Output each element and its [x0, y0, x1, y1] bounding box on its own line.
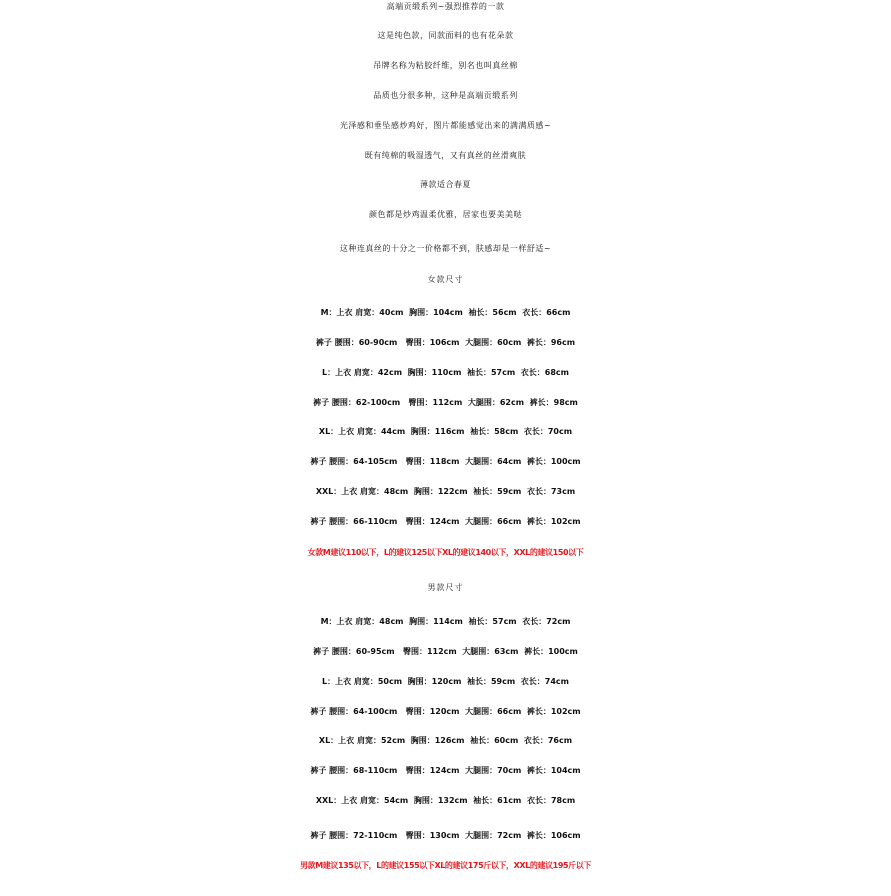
- women-size-row-m-top: M：上衣 肩宽：40cm 胸围：104cm 袖长：56cm 衣长：66cm: [320, 308, 571, 317]
- men-size-row-xxl-top: XXL：上衣 肩宽：54cm 胸围：132cm 袖长：61cm 衣长：78cm: [315, 796, 576, 805]
- intro-line-5: 光泽感和垂坠感炒鸡好，图片都能感觉出来的满满质感~: [339, 121, 552, 130]
- women-size-recommendation: 女款M建议110以下，L的建议125以下XL的建议140以下，XXL的建议150以下: [307, 548, 584, 557]
- intro-line-8: 颜色都是炒鸡温柔优雅，居家也要美美哒: [369, 210, 522, 219]
- men-size-row-m-pants: 裤子 腰围：60-95cm 臀围：112cm 大腿围：63cm 裤长：100cm: [313, 647, 578, 656]
- men-size-row-xxl-pants: 裤子 腰围：72-110cm 臀围：130cm 大腿围：72cm 裤长：106cm: [310, 831, 581, 840]
- women-size-row-xxl-pants: 裤子 腰围：66-110cm 臀围：124cm 大腿围：66cm 裤长：102cm: [310, 517, 581, 526]
- women-size-row-l-top: L：上衣 肩宽：42cm 胸围：110cm 袖长：57cm 衣长：68cm: [321, 368, 569, 377]
- intro-line-2: 这是纯色款，同款面料的也有花朵款: [377, 31, 514, 40]
- women-size-row-l-pants: 裤子 腰围：62-100cm 臀围：112cm 大腿围：62cm 裤长：98cm: [313, 398, 578, 407]
- men-size-row-xl-top: XL：上衣 肩宽：52cm 胸围：126cm 袖长：60cm 衣长：76cm: [318, 736, 573, 745]
- men-size-row-xl-pants: 裤子 腰围：68-110cm 臀围：124cm 大腿围：70cm 裤长：104cm: [310, 766, 581, 775]
- intro-line-9: 这种连真丝的十分之一价格都不到，肤感却是一样舒适~: [339, 244, 552, 253]
- intro-line-3: 吊牌名称为粘胶纤维，别名也叫真丝棉: [373, 61, 518, 70]
- intro-line-7: 薄款适合春夏: [420, 180, 471, 189]
- men-size-row-l-top: L：上衣 肩宽：50cm 胸围：120cm 袖长：59cm 衣长：74cm: [321, 677, 569, 686]
- men-size-row-m-top: M：上衣 肩宽：48cm 胸围：114cm 袖长：57cm 衣长：72cm: [320, 617, 571, 626]
- men-size-recommendation: 男款M建议135以下，L的建议155以下XL的建议175斤以下，XXL的建议195斤以下: [300, 861, 591, 870]
- women-size-row-xl-top: XL：上衣 肩宽：44cm 胸围：116cm 袖长：58cm 衣长：70cm: [318, 427, 573, 436]
- men-size-row-l-pants: 裤子 腰围：64-100cm 臀围：120cm 大腿围：66cm 裤长：102cm: [310, 707, 581, 716]
- women-size-row-xxl-top: XXL：上衣 肩宽：48cm 胸围：122cm 袖长：59cm 衣长：73cm: [315, 487, 576, 496]
- men-size-heading: 男款尺寸: [427, 583, 464, 592]
- women-size-row-xl-pants: 裤子 腰围：64-105cm 臀围：118cm 大腿围：64cm 裤长：100cm: [310, 457, 581, 466]
- intro-line-6: 既有纯棉的吸湿透气，又有真丝的丝滑爽肤: [364, 151, 527, 160]
- women-size-row-m-pants: 裤子 腰围：60-90cm 臀围：106cm 大腿围：60cm 裤长：96cm: [315, 338, 576, 347]
- intro-line-1: 高端贡缎系列~强烈推荐的一款: [386, 2, 505, 11]
- intro-line-4: 品质也分很多种，这种是高端贡缎系列: [373, 91, 518, 100]
- women-size-heading: 女款尺寸: [427, 275, 464, 284]
